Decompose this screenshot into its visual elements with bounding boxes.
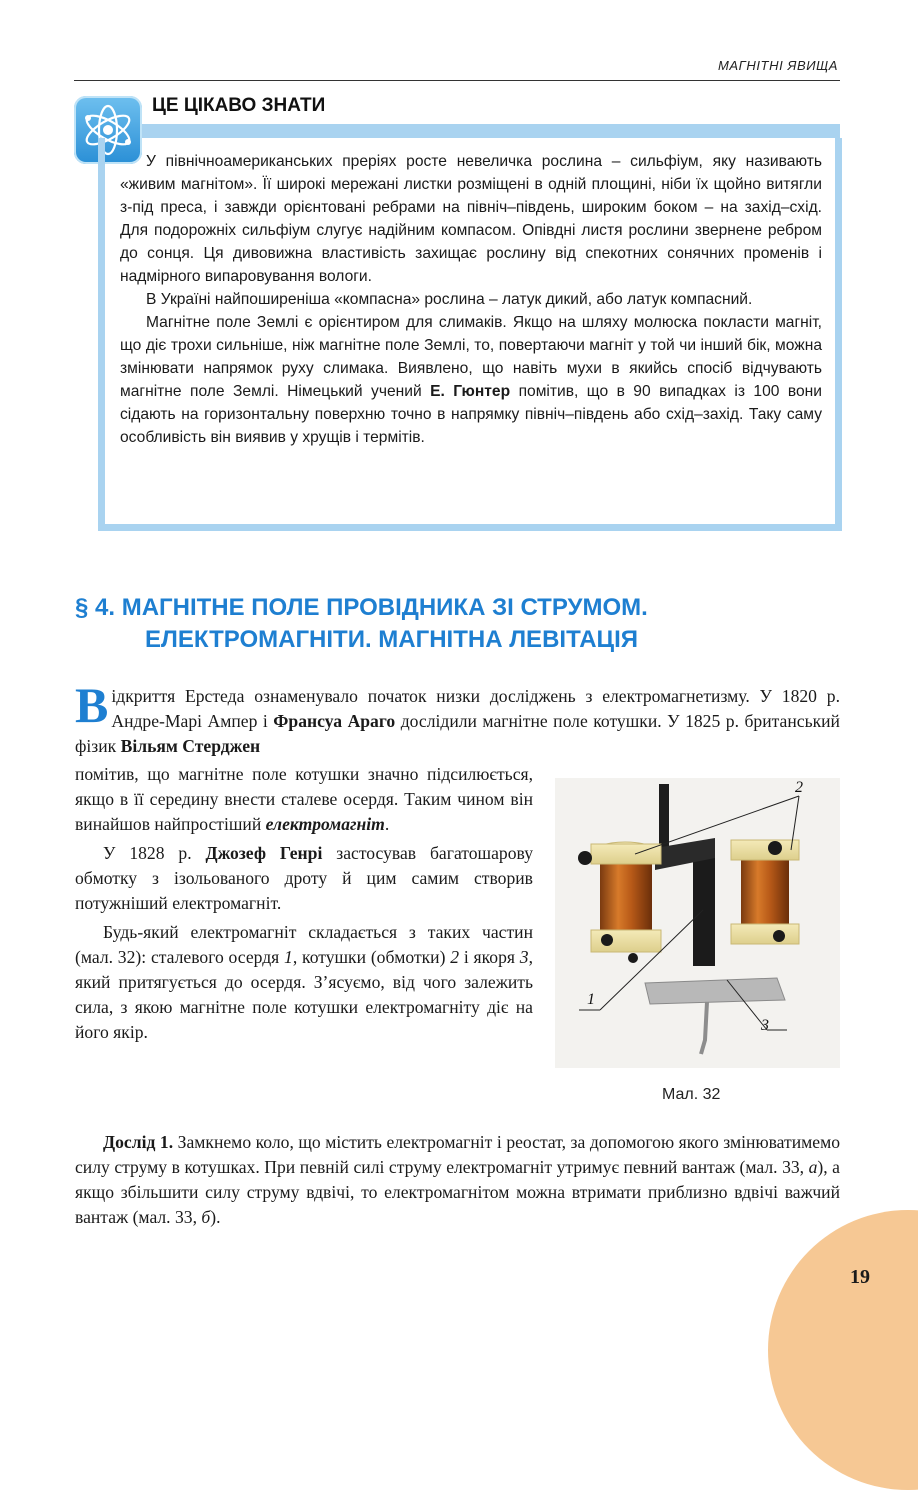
figure-label-2: 2	[795, 779, 803, 796]
info-text-span: помітив, що в 90 випадках із 100 вони сідають на горизонтальну поверхню точно в напрямку північ–південь або схід–захід. Таку саму особливість він виявив у хрущів і термітів.	[120, 383, 822, 446]
info-paragraph: У північноамериканських преріях росте невеличка рослина – сильфіум, яку називають «живим магнітом». Її широкі мережані листки розміщені в одній площині, ніби їх щойно витягли з-під преса, і завжди орієнтовані ребрами на північ–південь, широким боком – на захід–схід. Для подорожніх сильфіум слугує надійним компасом. Опівдні листя рослини звернене ребром до сонця. Ця дивовижна властивість захищає рослину від спекотних сонячних променів і надмірного випаровування вологи.	[120, 153, 822, 285]
column-paragraph	[75, 841, 533, 916]
experiment-text: Замкнемо коло, що містить електромагніт і реостат, за допомогою якого змінюватимемо силу струму в котушках. При певній силі струму електромагніт утримує певний вантаж (мал. 33,	[75, 1132, 840, 1177]
figure-ref-letter: б	[201, 1207, 211, 1227]
figure-label-3: 3	[761, 1017, 769, 1034]
column-paragraph	[75, 920, 533, 1045]
figure-caption: Мал. 32	[662, 1086, 721, 1103]
scientist-name: Джозеф Генрі	[205, 843, 323, 863]
section-heading	[75, 592, 855, 656]
figure-ref-letter: а	[808, 1157, 818, 1177]
column-text-span: , який притягується до осердя. З’ясуємо, від чого залежить сила, з якою магнітне поле котушки електромагніту діє на його якір.	[75, 947, 533, 1042]
page-number: 19	[850, 1266, 870, 1288]
info-text-span: Магнітне поле Землі є орієнтиром для слимаків. Якщо на шляху молюска покласти магніт, що діє трохи сильніше, ніж магнітне поле Землі, то, повертаючи магніт у той чи інший бік, можна змінювати напрямок руху слимака. Виявлено, що навіть мухи в якийсь спосіб відчувають магнітне поле Землі. Німецький учений	[120, 314, 822, 400]
intro-paragraph	[75, 677, 840, 759]
column-text-span: .	[384, 814, 390, 834]
electromagnet-illustration	[555, 778, 840, 1068]
section-title-line2: ЕЛЕКТРОМАГНІТИ. МАГНІТНА ЛЕВІТАЦІЯ	[145, 626, 638, 653]
part-number: 2	[450, 947, 460, 967]
key-term: електромагніт	[265, 814, 385, 834]
info-box-bar	[142, 124, 840, 138]
scientist-name: Франсуа Араго	[273, 711, 396, 731]
info-box-text	[120, 150, 822, 449]
column-paragraph	[75, 762, 533, 837]
info-paragraph	[120, 311, 822, 449]
intro-text: дослідили магнітне поле котушки. У 1825 р. британський фізик	[75, 711, 840, 756]
page-corner-decoration	[768, 1210, 918, 1490]
column-text-span: У 1828 р.	[103, 843, 192, 863]
part-number: 3	[519, 947, 529, 967]
scientist-name: Е. Гюнтер	[430, 383, 511, 400]
part-number: 1	[284, 947, 293, 967]
column-text-span: і якоря	[463, 947, 515, 967]
section-number: § 4.	[75, 594, 116, 621]
column-text-span: застосував багатошарову обмотку з ізольованого дроту й цим самим створив потужніший електромагніт.	[75, 843, 534, 913]
info-paragraph: В Україні найпоширеніша «компасна» рослина – латук дикий, або латук компасний.	[146, 291, 753, 308]
experiment-text: ).	[210, 1207, 221, 1227]
section-title-line1: МАГНІТНЕ ПОЛЕ ПРОВІДНИКА ЗІ СТРУМОМ.	[121, 594, 648, 621]
intro-text: ідкриття Ерстеда ознаменувало початок низки досліджень з електромагнетизму. У 1820 р. Андре-Марі Ампер і	[111, 686, 840, 731]
info-box-title: ЦЕ ЦІКАВО ЗНАТИ	[152, 95, 326, 116]
header-rule	[74, 80, 840, 81]
electromagnet-figure	[555, 778, 840, 1068]
column-text-span: помітив, що магнітне поле котушки значно підсилюється, якщо в її середину внести сталеве осердя. Таким чином він винайшов найпростіший	[75, 764, 533, 834]
scientist-name: Вільям Стерджен	[120, 736, 261, 756]
experiment-text: ), а якщо збільшити силу струму вдвічі, то електромагнітом можна втримати приблизно вдвічі важчий вантаж (мал. 33,	[75, 1157, 840, 1227]
experiment-paragraph	[75, 1130, 840, 1230]
column-text-span: , котушки (обмотки)	[292, 947, 446, 967]
column-text-span: Будь-який електромагніт складається з таких частин (мал. 32): сталевого осердя	[75, 922, 533, 967]
figure-label-1: 1	[587, 991, 595, 1008]
running-head: МАГНІТНІ ЯВИЩА	[717, 58, 838, 73]
drop-cap: В	[75, 677, 109, 733]
experiment-label: Дослід 1.	[103, 1132, 174, 1152]
column-text	[75, 762, 533, 1049]
